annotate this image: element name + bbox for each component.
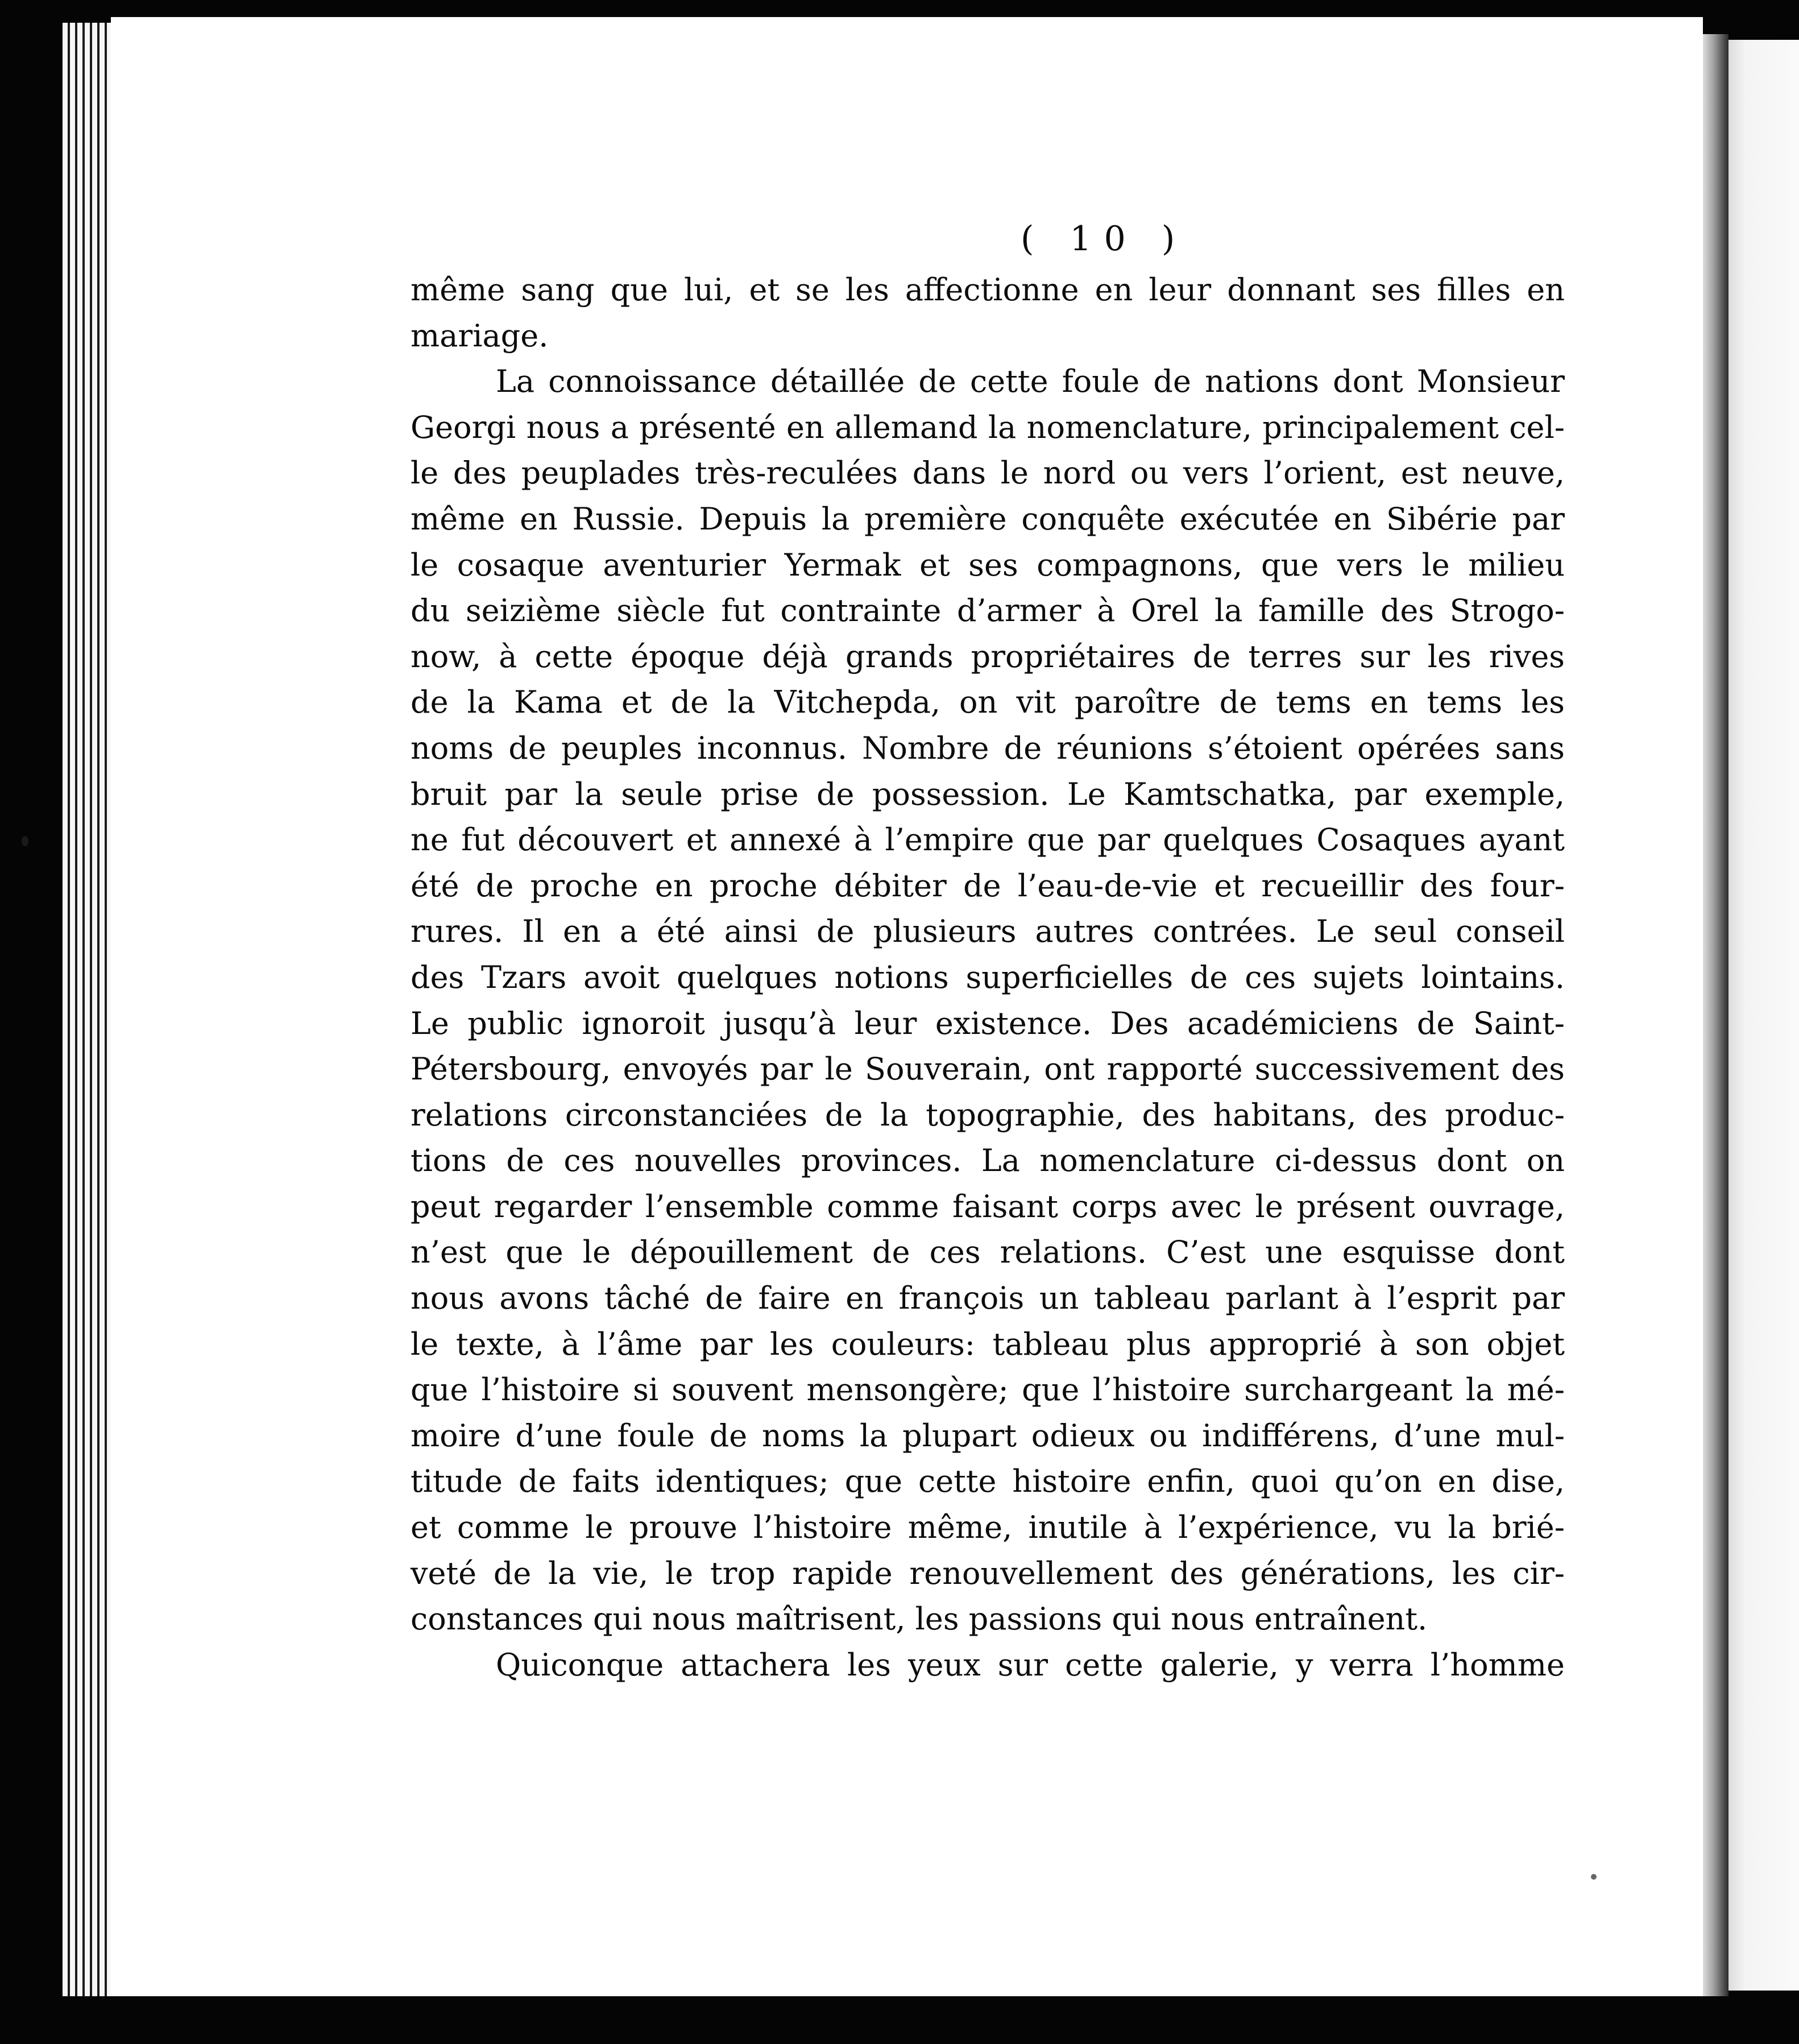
scan-speck <box>22 836 28 846</box>
text-line: le cosaque aventurier Yermak et ses compagnons, que vers le milieu <box>411 547 1565 583</box>
text-line: Georgi nous a présenté en allemand la nomenclature, principalement cel- <box>411 409 1565 445</box>
page-number: ( 10 ) <box>1021 219 1188 259</box>
text-line: n’est que le dépouillement de ces relations. C’est une esquisse dont <box>411 1234 1565 1271</box>
text-line: des Tzars avoit quelques notions superficielles de ces sujets lointains. <box>411 959 1565 995</box>
text-line: Le public ignoroit jusqu’à leur existence. Des académiciens de Saint- <box>411 1005 1565 1041</box>
text-line: été de proche en proche débiter de l’eau-de-vie et recueillir des four- <box>411 867 1565 904</box>
text-line: du seizième siècle fut contrainte d’armer à Orel la famille des Strogo- <box>411 593 1565 629</box>
body-text <box>411 267 1565 1688</box>
text-line: constances qui nous maîtrisent, les passions qui nous entraînent. <box>411 1601 1428 1637</box>
text-line: relations circonstanciées de la topographie, des habitans, des produc- <box>411 1097 1565 1133</box>
text-line: mariage. <box>411 317 549 354</box>
facing-page-edge <box>1728 40 1799 1991</box>
text-line: que l’histoire si souvent mensongère; que l’histoire surchargeant la mé- <box>411 1372 1565 1408</box>
text-line: noms de peuples inconnus. Nombre de réunions s’étoient opérées sans <box>411 730 1565 766</box>
text-line: bruit par la seule prise de possession. Le Kamtschatka, par exemple, <box>411 776 1565 812</box>
text-line: et comme le prouve l’histoire même, inutile à l’expérience, vu la brié- <box>411 1509 1565 1546</box>
text-line: titude de faits identiques; que cette histoire enfin, quoi qu’on en dise, <box>411 1463 1565 1500</box>
text-line: de la Kama et de la Vitchepda, on vit paroître de tems en tems les <box>411 684 1565 721</box>
text-line: peut regarder l’ensemble comme faisant corps avec le présent ouvrage, <box>411 1188 1565 1224</box>
text-line: même en Russie. Depuis la première conquête exécutée en Sibérie par <box>411 500 1565 537</box>
text-line: veté de la vie, le trop rapide renouvellement des générations, les cir- <box>411 1555 1565 1591</box>
text-line: tions de ces nouvelles provinces. La nomenclature ci-dessus dont on <box>411 1143 1565 1179</box>
text-line: le des peuplades très-reculées dans le nord ou vers l’orient, est neuve, <box>411 455 1565 491</box>
paragraph-start-line: La connoissance détaillée de cette foule de nations dont Monsieur <box>496 363 1565 400</box>
text-line: le texte, à l’âme par les couleurs: tableau plus approprié à son objet <box>411 1326 1565 1362</box>
text-line: now, à cette époque déjà grands propriétaires de terres sur les rives <box>411 638 1565 675</box>
text-line: ne fut découvert et annexé à l’empire que par quelques Cosaques ayant <box>411 822 1565 858</box>
text-line: rures. Il en a été ainsi de plusieurs autres contrées. Le seul conseil <box>411 913 1565 950</box>
book-page-edges <box>63 23 114 1996</box>
text-line: Pétersbourg, envoyés par le Souverain, ont rapporté successivement des <box>411 1051 1565 1087</box>
text-line: moire d’une foule de noms la plupart odieux ou indifférens, d’une mul- <box>411 1417 1565 1454</box>
paragraph-start-line: Quiconque attachera les yeux sur cette galerie, y verra l’homme <box>496 1646 1565 1683</box>
ink-speck <box>1591 1874 1597 1880</box>
text-line: nous avons tâché de faire en françois un tableau parlant à l’esprit par <box>411 1280 1565 1317</box>
text-line: même sang que lui, et se les affectionne en leur donnant ses filles en <box>411 272 1565 308</box>
